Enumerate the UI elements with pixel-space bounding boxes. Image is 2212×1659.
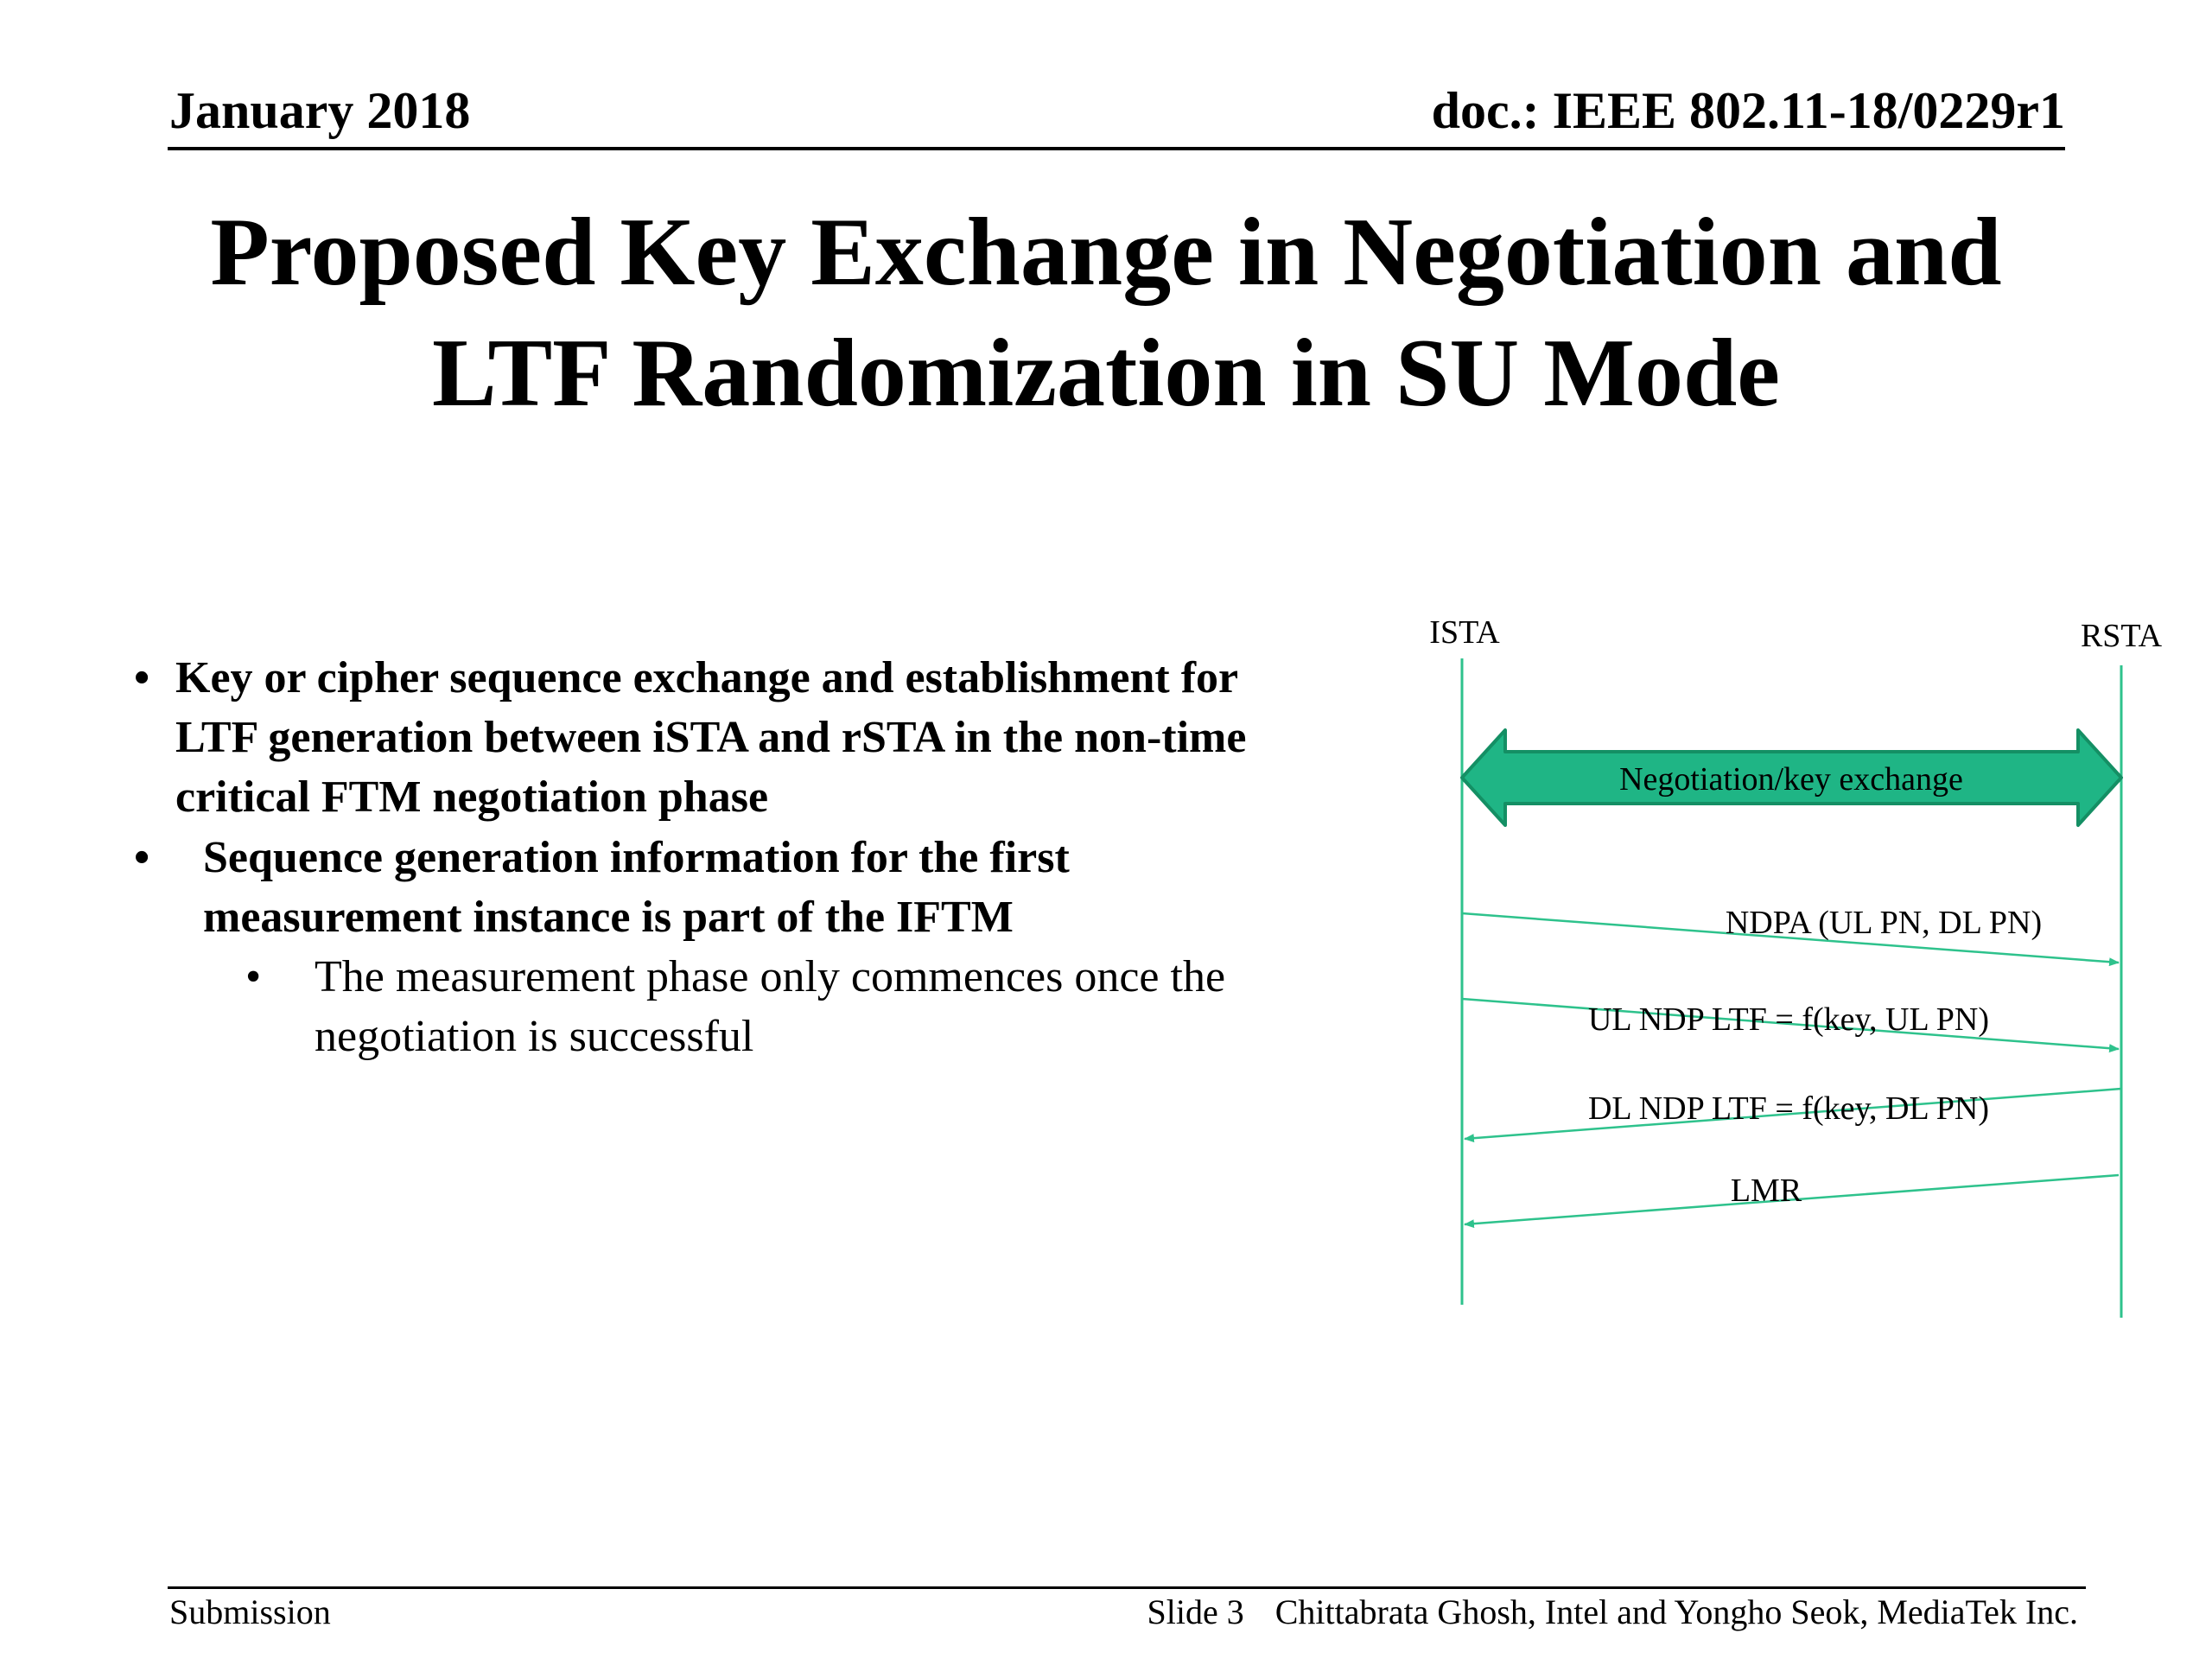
header-divider (168, 147, 2065, 150)
header-doc-id: doc.: IEEE 802.11-18/0229r1 (1431, 82, 2065, 139)
slide-title-line-2: LTF Randomization in SU Mode (432, 320, 1780, 427)
footer-divider (168, 1586, 2086, 1589)
bullet-text (175, 648, 1402, 827)
bullet-text (203, 828, 1378, 947)
message-label-lmr: LMR (1730, 1173, 1802, 1209)
sequence-diagram (1417, 605, 2195, 1331)
bullet-text-line: Sequence generation information for the first (203, 833, 1070, 882)
footer-submission: Submission (169, 1592, 331, 1631)
bullet-text (315, 947, 1395, 1066)
bullet-text-line: LTF generation between iSTA and rSTA in the non-time (175, 713, 1247, 762)
rstation-label: RSTA (2080, 618, 2163, 654)
bullet-text-line: The measurement phase only commences once the (315, 952, 1226, 1001)
footer-info (1147, 1592, 2078, 1633)
bullet-text-line: critical FTM negotiation phase (175, 772, 769, 822)
bullet-text-line: Key or cipher sequence exchange and establishment for (175, 653, 1239, 702)
header-date: January 2018 (169, 82, 471, 139)
bullet-text-line: negotiation is successful (315, 1012, 754, 1061)
bullet-marker: • (134, 653, 150, 702)
slide-title-line-1: Proposed Key Exchange in Negotiation and (210, 199, 2002, 306)
footer-slide-number: Slide 3 (1147, 1592, 1244, 1631)
bullet-marker: • (245, 952, 262, 1001)
footer-authors: Chittabrata Ghosh, Intel and Yongho Seok, MediaTek Inc. (1274, 1592, 2078, 1631)
negotiation-label: Negotiation/key exchange (1619, 761, 1963, 798)
message-label-ul-ndp: UL NDP LTF = f(key, UL PN) (1587, 1001, 1990, 1038)
bullet-marker: • (134, 833, 150, 882)
istation-label: ISTA (1429, 614, 1500, 651)
message-label-ndpa: NDPA (UL PN, DL PN) (1725, 905, 2043, 941)
message-label-dl-ndp: DL NDP LTF = f(key, DL PN) (1587, 1090, 1990, 1127)
slide-title (121, 192, 2091, 434)
sequence-diagram-svg (1417, 605, 2195, 1331)
bullet-text-line: measurement instance is part of the IFTM (203, 893, 1014, 942)
